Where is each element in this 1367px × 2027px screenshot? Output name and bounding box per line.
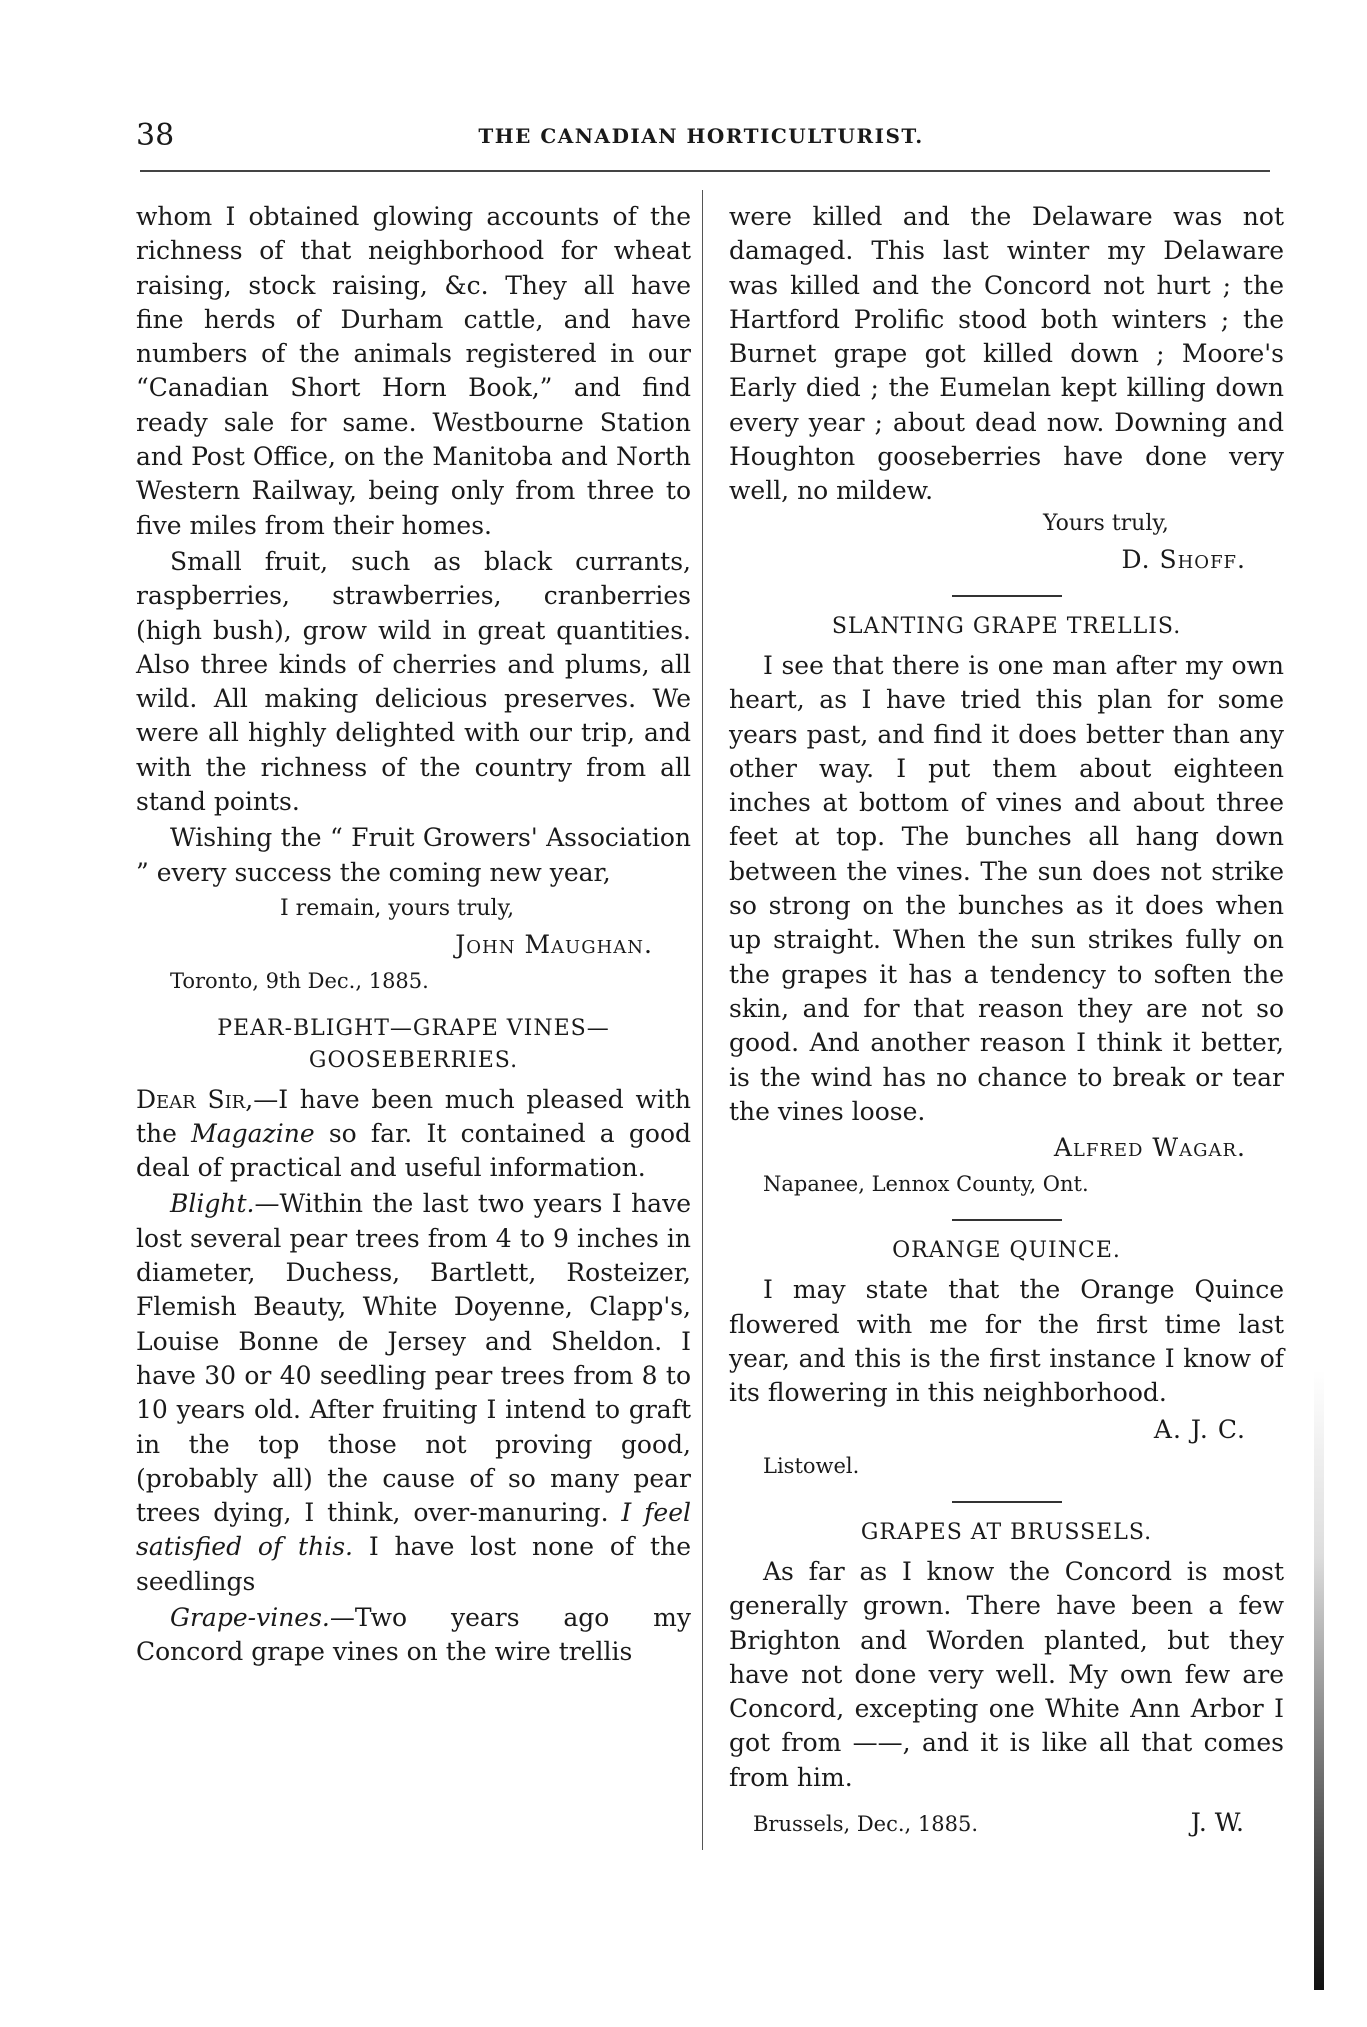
quince-signature: A. J. C.: [1153, 1414, 1246, 1444]
brussels-footer: [729, 1805, 1284, 1841]
quince-paragraph: I may state that the Orange Quince flowered with me for the first time last year, and this is the first instance I know of its flowering in this neighborhood.: [729, 1275, 1284, 1408]
page-header: [136, 118, 1266, 158]
quince-place: Listowel.: [763, 1453, 860, 1478]
section-title-grapes-brussels: GRAPES AT BRUSSELS.: [860, 1519, 1153, 1545]
section-rule: [952, 1501, 1062, 1503]
left-paragraph-5-italic: I feel satisfied of this.: [136, 1498, 692, 1562]
brussels-paragraph: As far as I know the Concord is most generally grown. There have been a few Brighton and Worden planted, but they have not done very well. My own few are Concord, excepting one White Ann Arbor I got from ——, and it is like all that comes from him.: [729, 1556, 1284, 1792]
page-number: 38: [136, 118, 175, 153]
magazine-word: Magazine: [191, 1118, 315, 1148]
brussels-signature: J. W.: [1190, 1807, 1244, 1837]
brussels-place: Brussels, Dec., 1885.: [753, 1811, 978, 1836]
section-rule: [952, 1219, 1062, 1221]
section-title-pear-blight: PEAR-BLIGHT—GRAPE VINES—GOOSEBERRIES.: [217, 1015, 610, 1073]
left-closing: I remain, yours truly,: [280, 895, 515, 921]
left-paragraph-4-b: so far. It contained a good deal of practical and useful information.: [136, 1118, 692, 1183]
left-paragraph-4: [136, 1083, 691, 1186]
left-column: [136, 200, 691, 1672]
right-column: [729, 200, 1284, 1841]
page-edge-shadow: [1314, 1370, 1324, 1990]
left-place-date: Toronto, 9th Dec., 1885.: [170, 969, 429, 994]
left-paragraph-3: Wishing the “ Fruit Growers' Association ” every success the coming new year,: [136, 823, 691, 887]
section-rule: [952, 595, 1062, 597]
left-paragraph-5-a: —Within the last two years I have lost several pear trees from 4 to 9 inches in diameter, Duchess, Bartlett, Rosteizer, Flemish Beauty, White Doyenne, Clapp's, Louise Bonne de Jersey and Sheldon. I have 30 or 40 seedling pear trees from 8 to 10 years old. After fruiting I intend to graft in the top those not proving good, (probably all) the cause of so many pear trees dying, I think, over-manuring.: [136, 1189, 691, 1528]
left-paragraph-6: [136, 1601, 691, 1670]
trellis-paragraph: I see that there is one man after my own heart, as I have tried this plan for some years past, and find it does better than any other way. I put them about eighteen inches at bottom of vines and about three feet at top. The bunches all hang down between the vines. The sun does not strike so strong on the bunches as it does when up straight. When the sun strikes fully on the grapes it has a tendency to soften the skin, and for that reason they are not so good. And another reason I think it better, is the wind has no chance to break or tear the vines loose.: [729, 650, 1284, 1126]
left-paragraph-5-b: I have lost none of the seedlings: [136, 1532, 692, 1596]
left-paragraph-5: [136, 1187, 691, 1599]
grape-vines-label: Grape-vines.: [170, 1602, 330, 1632]
running-title: THE CANADIAN HORTICULTURIST.: [478, 124, 924, 148]
header-rule: [140, 170, 1270, 172]
section-title-slanting-trellis: SLANTING GRAPE TRELLIS.: [831, 613, 1182, 639]
left-paragraph-4-a: —I have been much pleased with the: [136, 1084, 691, 1148]
trellis-signature: Alfred Wagar.: [1053, 1133, 1246, 1163]
right-closing: Yours truly,: [1043, 510, 1169, 536]
right-paragraph-1: were killed and the Delaware was not damaged. This last winter my Delaware was killed and the Concord not hurt ; the Hartford Prolific stood both winters ; the Burnet grape got killed down ; Moore's Early died ; the Eumelan kept killing down every year ; about dead now. Downing and Houghton gooseberries have done very well, no mildew.: [729, 202, 1284, 506]
right-signature: D. Shoff.: [1121, 544, 1246, 574]
section-title-orange-quince: ORANGE QUINCE.: [892, 1238, 1121, 1264]
left-paragraph-6-a: —Two years ago my Concord grape vines on the wire trellis: [136, 1602, 691, 1667]
column-divider: [702, 190, 703, 1850]
blight-label: Blight.: [170, 1189, 255, 1219]
trellis-place: Napanee, Lennox County, Ont.: [763, 1172, 1089, 1197]
left-paragraph-2: Small fruit, such as black currants, raspberries, strawberries, cranberries (high bush), grow wild in great quantities. Also three kinds of cherries and plums, all wild. All making delicious preserves. We were all highly delighted with our trip, and with the richness of the country from all stand points.: [136, 546, 691, 817]
left-signature: John Maughan.: [455, 930, 653, 960]
salutation: Dear Sir,: [136, 1084, 254, 1114]
left-paragraph-1: whom I obtained glowing accounts of the richness of that neighborhood for wheat raising, stock raising, &c. They all have fine herds of Durham cattle, and have numbers of the animals registered in our “Canadian Short Horn Book,” and find ready sale for same. Westbourne Station and Post Office, on the Manitoba and North Western Railway, being only from three to five miles from their homes.: [136, 202, 691, 540]
